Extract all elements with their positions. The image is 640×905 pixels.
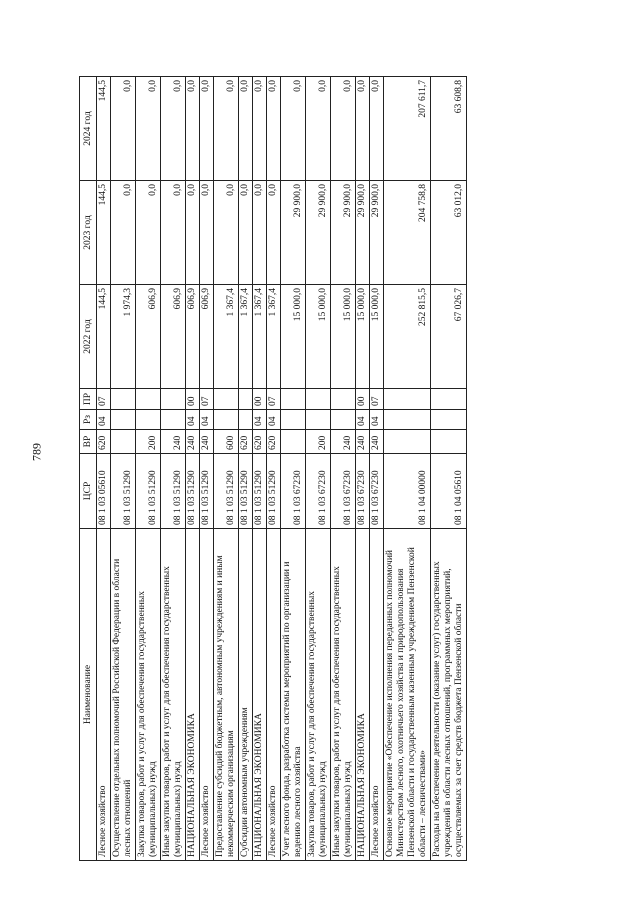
row-2022: 1 367,4 [239, 285, 253, 389]
row-vr [111, 430, 136, 454]
row-pr: 07 [267, 389, 281, 410]
rotated-page-content [79, 77, 562, 861]
row-rz [136, 410, 161, 430]
table-row [384, 77, 431, 861]
row-rz [431, 410, 467, 430]
row-pr [306, 389, 331, 410]
row-name: НАЦИОНАЛЬНАЯ ЭКОНОМИКА [253, 529, 267, 861]
row-pr: 07 [370, 389, 384, 410]
row-2023: 0,0 [111, 181, 136, 285]
row-2022: 252 815,5 [384, 285, 431, 389]
row-csr: 08 1 03 05610 [97, 454, 111, 529]
row-2023: 0,0 [253, 181, 267, 285]
row-rz: 04 [356, 410, 370, 430]
row-name: Закупка товаров, работ и услуг для обеспечения государственных (муниципальных) нужд [306, 529, 331, 861]
row-name: Осуществление отдельных полномочий Российской Федерации в области лесных отношений [111, 529, 136, 861]
row-rz: 04 [253, 410, 267, 430]
row-pr [431, 389, 467, 410]
row-2022: 144,5 [97, 285, 111, 389]
row-rz [161, 410, 186, 430]
row-vr: 620 [253, 430, 267, 454]
table-row [253, 77, 267, 861]
row-2024: 63 608,8 [431, 77, 467, 181]
row-2024: 0,0 [267, 77, 281, 181]
row-csr: 08 1 04 05610 [431, 454, 467, 529]
row-2023: 29 900,0 [306, 181, 331, 285]
row-pr: 00 [253, 389, 267, 410]
row-vr: 620 [97, 430, 111, 454]
table-row [370, 77, 384, 861]
row-csr: 08 1 03 51290 [136, 454, 161, 529]
row-name: НАЦИОНАЛЬНАЯ ЭКОНОМИКА [186, 529, 200, 861]
row-2023: 29 900,0 [356, 181, 370, 285]
row-2024: 0,0 [253, 77, 267, 181]
row-name: Субсидии автономным учреждениям [239, 529, 253, 861]
row-2024: 207 611,7 [384, 77, 431, 181]
row-rz [384, 410, 431, 430]
row-2024: 0,0 [161, 77, 186, 181]
header-vr: ВР [80, 430, 97, 454]
row-name: Иные закупки товаров, работ и услуг для обеспечения государственных (муниципальных) нужд [161, 529, 186, 861]
table-row [239, 77, 253, 861]
row-csr: 08 1 03 67230 [306, 454, 331, 529]
row-2024: 0,0 [136, 77, 161, 181]
row-2023: 0,0 [186, 181, 200, 285]
table-row [267, 77, 281, 861]
table-row [186, 77, 200, 861]
row-2022: 15 000,0 [331, 285, 356, 389]
row-vr: 240 [331, 430, 356, 454]
row-csr: 08 1 04 00000 [384, 454, 431, 529]
row-csr: 08 1 03 51290 [239, 454, 253, 529]
header-2024: 2024 год [80, 77, 97, 181]
row-2022: 606,9 [161, 285, 186, 389]
row-vr: 620 [239, 430, 253, 454]
row-2024: 0,0 [281, 77, 306, 181]
row-rz [306, 410, 331, 430]
row-2024: 144,5 [97, 77, 111, 181]
row-rz [239, 410, 253, 430]
row-vr: 200 [136, 430, 161, 454]
row-name: Основное мероприятие «Обеспечение исполнения переданных полномочий Министерством лесного, охотничьего хозяйства и природопользования Пензенской области и государственным казенным учреждением Пензенской области – лесничествами» [384, 529, 431, 861]
table-row [356, 77, 370, 861]
row-2023: 29 900,0 [331, 181, 356, 285]
header-csr: ЦСР [80, 454, 97, 529]
row-vr: 240 [200, 430, 214, 454]
row-2022: 606,9 [200, 285, 214, 389]
row-pr [281, 389, 306, 410]
row-2023: 29 900,0 [281, 181, 306, 285]
row-2023: 0,0 [200, 181, 214, 285]
row-2024: 0,0 [370, 77, 384, 181]
table-row [136, 77, 161, 861]
row-csr: 08 1 03 51290 [111, 454, 136, 529]
row-pr [331, 389, 356, 410]
header-rz: Рз [80, 410, 97, 430]
row-2022: 606,9 [186, 285, 200, 389]
row-name: Предоставление субсидий бюджетным, автономным учреждениям и иным некоммерческим организациям [214, 529, 239, 861]
row-name: Лесное хозяйство [370, 529, 384, 861]
row-csr: 08 1 03 51290 [161, 454, 186, 529]
row-2022: 15 000,0 [356, 285, 370, 389]
row-name: Расходы на обеспечение деятельности (оказание услуг) государственных учреждений в области лесных отношений, программных мероприятий, осуществляемых за счет средств бюджета Пензенской области [431, 529, 467, 861]
row-pr [136, 389, 161, 410]
page-number: 789 [29, 443, 44, 461]
row-name: Лесное хозяйство [97, 529, 111, 861]
row-2023: 0,0 [214, 181, 239, 285]
table-row [431, 77, 467, 861]
row-name: Лесное хозяйство [200, 529, 214, 861]
row-vr: 200 [306, 430, 331, 454]
row-rz [214, 410, 239, 430]
row-2022: 15 000,0 [370, 285, 384, 389]
row-2023: 0,0 [136, 181, 161, 285]
row-2023: 29 900,0 [370, 181, 384, 285]
row-csr: 08 1 03 67230 [281, 454, 306, 529]
row-csr: 08 1 03 51290 [186, 454, 200, 529]
row-2023: 204 758,8 [384, 181, 431, 285]
row-2022: 1 367,4 [253, 285, 267, 389]
table-row [281, 77, 306, 861]
budget-table [79, 76, 467, 861]
table-row [111, 77, 136, 861]
row-name: Иные закупки товаров, работ и услуг для обеспечения государственных (муниципальных) нужд [331, 529, 356, 861]
row-vr [281, 430, 306, 454]
row-2023: 63 012,0 [431, 181, 467, 285]
row-pr: 07 [97, 389, 111, 410]
row-csr: 08 1 03 51290 [200, 454, 214, 529]
row-pr [214, 389, 239, 410]
row-rz [281, 410, 306, 430]
row-2022: 606,9 [136, 285, 161, 389]
header-pr: ПР [80, 389, 97, 410]
header-name: Наименование [80, 529, 97, 861]
row-2024: 0,0 [306, 77, 331, 181]
row-2022: 1 974,3 [111, 285, 136, 389]
row-csr: 08 1 03 51290 [214, 454, 239, 529]
table-header-row [80, 77, 97, 861]
row-csr: 08 1 03 67230 [331, 454, 356, 529]
row-vr: 240 [161, 430, 186, 454]
row-rz: 04 [370, 410, 384, 430]
row-vr: 600 [214, 430, 239, 454]
row-2024: 0,0 [186, 77, 200, 181]
row-vr [384, 430, 431, 454]
row-pr: 00 [356, 389, 370, 410]
row-2024: 0,0 [331, 77, 356, 181]
row-2023: 0,0 [161, 181, 186, 285]
row-csr: 08 1 03 51290 [253, 454, 267, 529]
row-vr [431, 430, 467, 454]
table-body [97, 77, 467, 861]
row-rz: 04 [97, 410, 111, 430]
row-name: Закупка товаров, работ и услуг для обеспечения государственных (муниципальных) нужд [136, 529, 161, 861]
row-2022: 1 367,4 [267, 285, 281, 389]
row-rz: 04 [200, 410, 214, 430]
row-rz [331, 410, 356, 430]
row-2023: 144,5 [97, 181, 111, 285]
row-pr [111, 389, 136, 410]
row-csr: 08 1 03 67230 [356, 454, 370, 529]
table-row [331, 77, 356, 861]
row-2024: 0,0 [239, 77, 253, 181]
row-pr: 00 [186, 389, 200, 410]
row-name: Лесное хозяйство [267, 529, 281, 861]
header-2022: 2022 год [80, 285, 97, 389]
row-2022: 1 367,4 [214, 285, 239, 389]
row-vr: 620 [267, 430, 281, 454]
row-pr: 07 [200, 389, 214, 410]
row-2023: 0,0 [239, 181, 253, 285]
row-name: НАЦИОНАЛЬНАЯ ЭКОНОМИКА [356, 529, 370, 861]
row-pr [239, 389, 253, 410]
row-rz: 04 [186, 410, 200, 430]
row-pr [161, 389, 186, 410]
row-2024: 0,0 [111, 77, 136, 181]
row-2024: 0,0 [200, 77, 214, 181]
row-2024: 0,0 [214, 77, 239, 181]
row-2022: 15 000,0 [306, 285, 331, 389]
row-name: Учет лесного фонда, разработка системы мероприятий по организации и ведению лесного хозяйства [281, 529, 306, 861]
table-row [161, 77, 186, 861]
row-rz [111, 410, 136, 430]
row-csr: 08 1 03 67230 [370, 454, 384, 529]
row-2022: 67 026,7 [431, 285, 467, 389]
table-row [200, 77, 214, 861]
row-csr: 08 1 03 51290 [267, 454, 281, 529]
table-row [97, 77, 111, 861]
header-2023: 2023 год [80, 181, 97, 285]
row-2022: 15 000,0 [281, 285, 306, 389]
row-rz: 04 [267, 410, 281, 430]
row-2024: 0,0 [356, 77, 370, 181]
table-row [214, 77, 239, 861]
table-row [306, 77, 331, 861]
row-vr: 240 [370, 430, 384, 454]
row-2023: 0,0 [267, 181, 281, 285]
row-pr [384, 389, 431, 410]
row-vr: 240 [356, 430, 370, 454]
row-vr: 240 [186, 430, 200, 454]
